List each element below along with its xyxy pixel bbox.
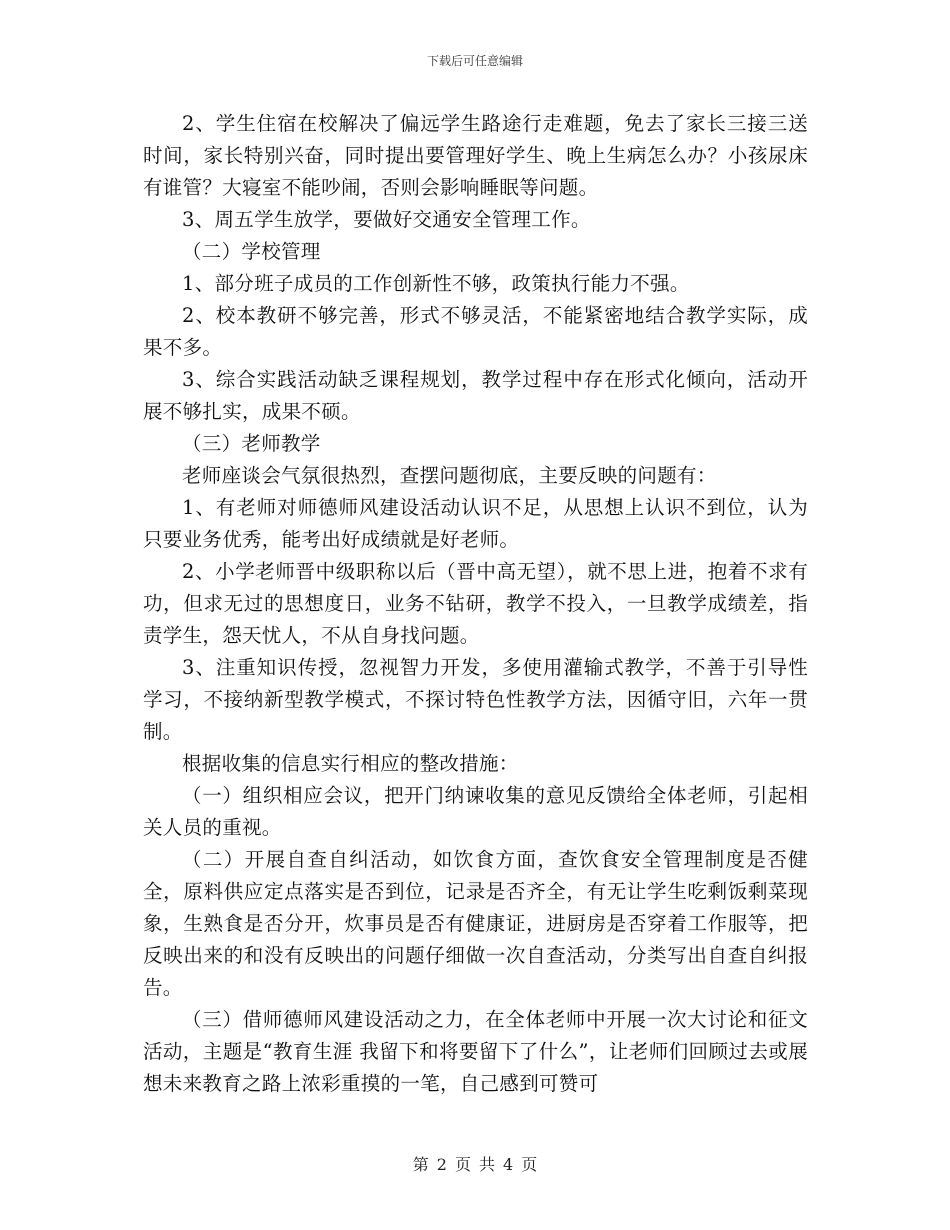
document-body	[143, 108, 808, 1100]
footer-prefix: 第	[412, 1155, 429, 1174]
paragraph: （三）借师德师风建设活动之力，在全体老师中开展一次大讨论和征文活动，主题是“教育生涯 我留下和将要留下了什么”，让老师们回顾过去或展想未来教育之路上浓彩重摸的一笔，自己感到可赞可	[143, 1008, 808, 1095]
current-page-number: 2	[436, 1155, 447, 1174]
paragraph: 3、注重知识传授，忽视智力开发，多使用灌输式教学，不善于引导性学习，不接纳新型教学模式，不探讨特色性教学方法，因循守旧，六年一贯制。	[143, 656, 808, 743]
footer-page-word: 页	[454, 1155, 471, 1174]
paragraph: 3、综合实践活动缺乏课程规划，教学过程中存在形式化倾向，活动开展不够扎实，成果不硕。	[143, 368, 808, 423]
paragraph: 2、小学老师晋中级职称以后（晋中高无望），就不思上进，抱着不求有功，但求无过的思想度日，业务不钻研，教学不投入，一旦教学成绩差，指责学生，怨天忧人，不从自身找问题。	[143, 560, 808, 647]
paragraph: （二）开展自查自纠活动，如饮食方面，查饮食安全管理制度是否健全，原料供应定点落实是否到位，记录是否齐全，有无让学生吃剩饭剩菜现象，生熟食是否分开，炊事员是否有健康证，进厨房是否穿着工作服等，把反映出来的和没有反映出的问题仔细做一次自查活动，分类写出自查自纠报告。	[143, 848, 808, 999]
section-heading: （二）学校管理	[182, 240, 321, 263]
paragraph: 2、校本教研不够完善，形式不够灵活，不能紧密地结合教学实际，成果不多。	[143, 304, 808, 359]
footer-total-word: 共	[479, 1155, 496, 1174]
section-heading: （三）老师教学	[182, 432, 321, 455]
paragraph: 2、学生住宿在校解决了偏远学生路途行走难题，免去了家长三接三送时间，家长特别兴奋，同时提出要管理好学生、晚上生病怎么办？小孩尿床有谁管？大寝室不能吵闹，否则会影响睡眠等问题。	[143, 112, 808, 199]
paragraph: 1、部分班子成员的工作创新性不够，政策执行能力不强。	[182, 272, 690, 295]
paragraph: （一）组织相应会议，把开门纳谏收集的意见反馈给全体老师，引起相关人员的重视。	[143, 784, 808, 839]
paragraph: 老师座谈会气氛很热烈，查摆问题彻底，主要反映的问题有：	[182, 464, 717, 487]
page-footer	[0, 1152, 950, 1175]
paragraph: 3、周五学生放学，要做好交通安全管理工作。	[182, 208, 591, 231]
paragraph: 1、有老师对师德师风建设活动认识不足，从思想上认识不到位，认为只要业务优秀，能考出好成绩就是好老师。	[143, 496, 808, 551]
page-header: 下载后可任意编辑	[426, 54, 523, 68]
paragraph: 根据收集的信息实行相应的整改措施：	[182, 752, 519, 775]
total-pages-number: 4	[503, 1155, 514, 1174]
footer-suffix: 页	[521, 1155, 538, 1174]
